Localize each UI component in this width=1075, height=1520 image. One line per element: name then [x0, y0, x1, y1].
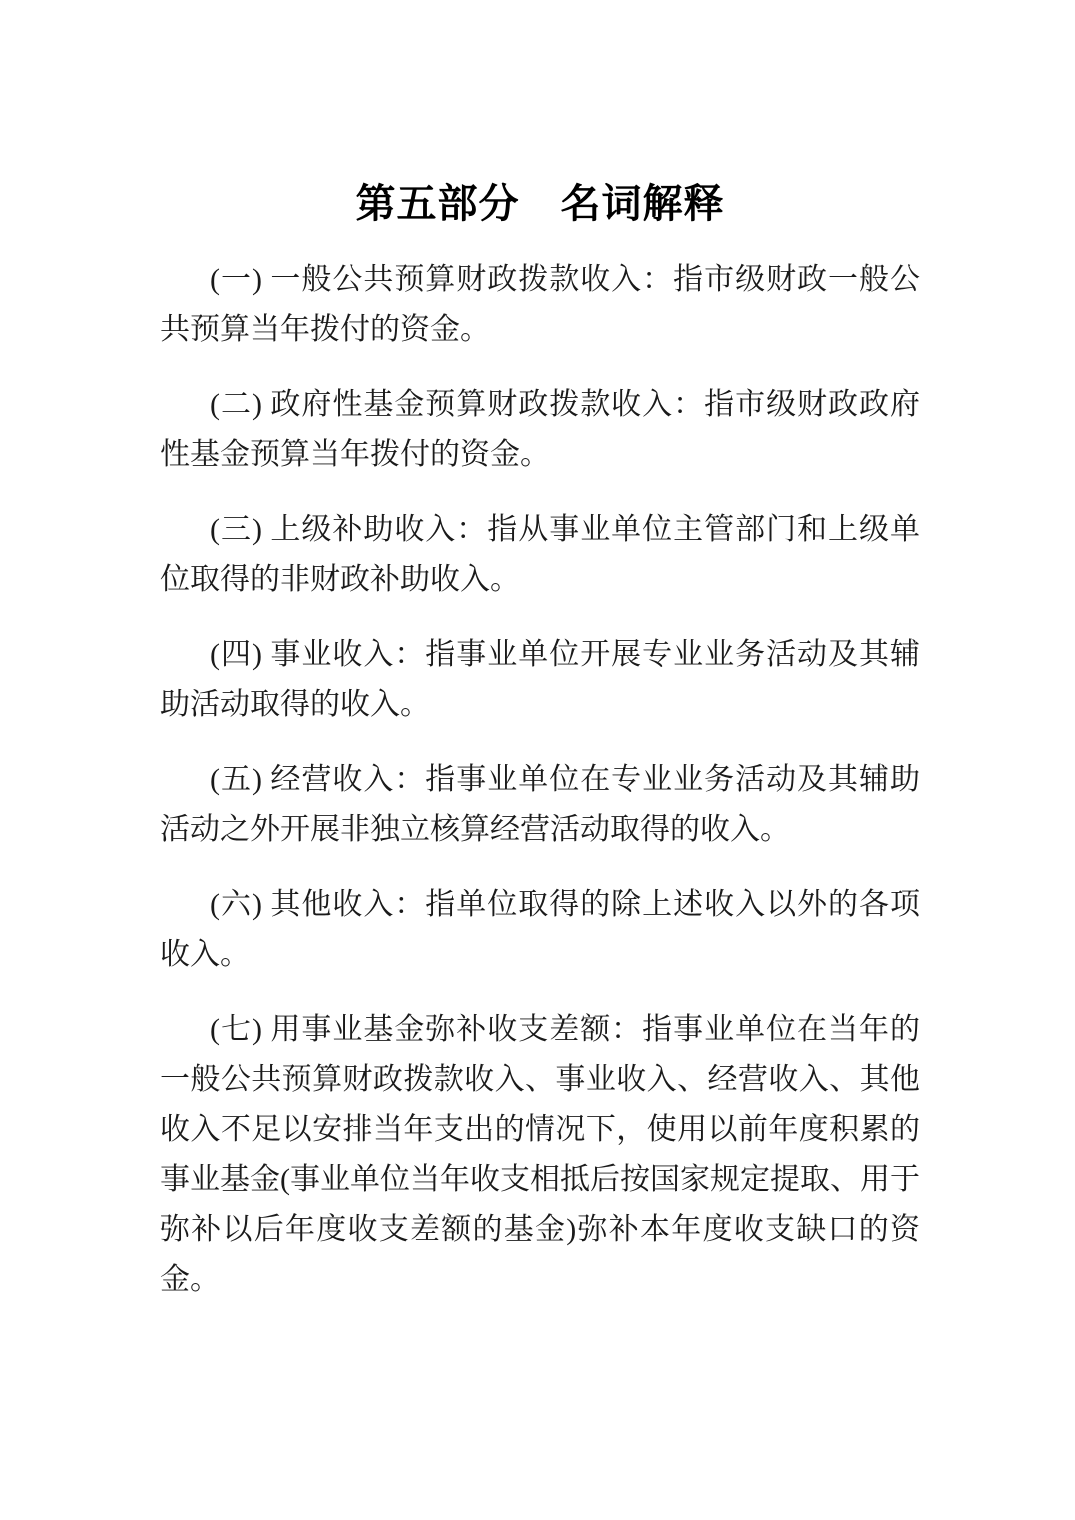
definition-item-6: (六) 其他收入：指单位取得的除上述收入以外的各项收入。	[160, 888, 920, 971]
definition-item-1: (一) 一般公共预算财政拨款收入：指市级财政一般公共预算当年拨付的资金。	[160, 263, 920, 346]
definition-item-7: (七) 用事业基金弥补收支差额：指事业单位在当年的一般公共预算财政拨款收入、事业收入、经营收入、其他收入不足以安排当年支出的情况下，使用以前年度积累的事业基金(事业单位当年收支相抵后按国家规定提取、用于弥补以后年度收支差额的基金)弥补本年度收支缺口的资金。	[160, 1013, 920, 1296]
document-content	[160, 0, 920, 1305]
definitions-list	[160, 255, 920, 1305]
definition-item-2: (二) 政府性基金预算财政拨款收入：指市级财政政府性基金预算当年拨付的资金。	[160, 388, 920, 471]
definition-item-4: (四) 事业收入：指事业单位开展专业业务活动及其辅助活动取得的收入。	[160, 638, 920, 721]
definition-item-5: (五) 经营收入：指事业单位在专业业务活动及其辅助活动之外开展非独立核算经营活动取得的收入。	[160, 763, 920, 846]
page-title: 第五部分 名词解释	[355, 181, 725, 226]
definition-item-3: (三) 上级补助收入：指从事业单位主管部门和上级单位取得的非财政补助收入。	[160, 513, 920, 596]
